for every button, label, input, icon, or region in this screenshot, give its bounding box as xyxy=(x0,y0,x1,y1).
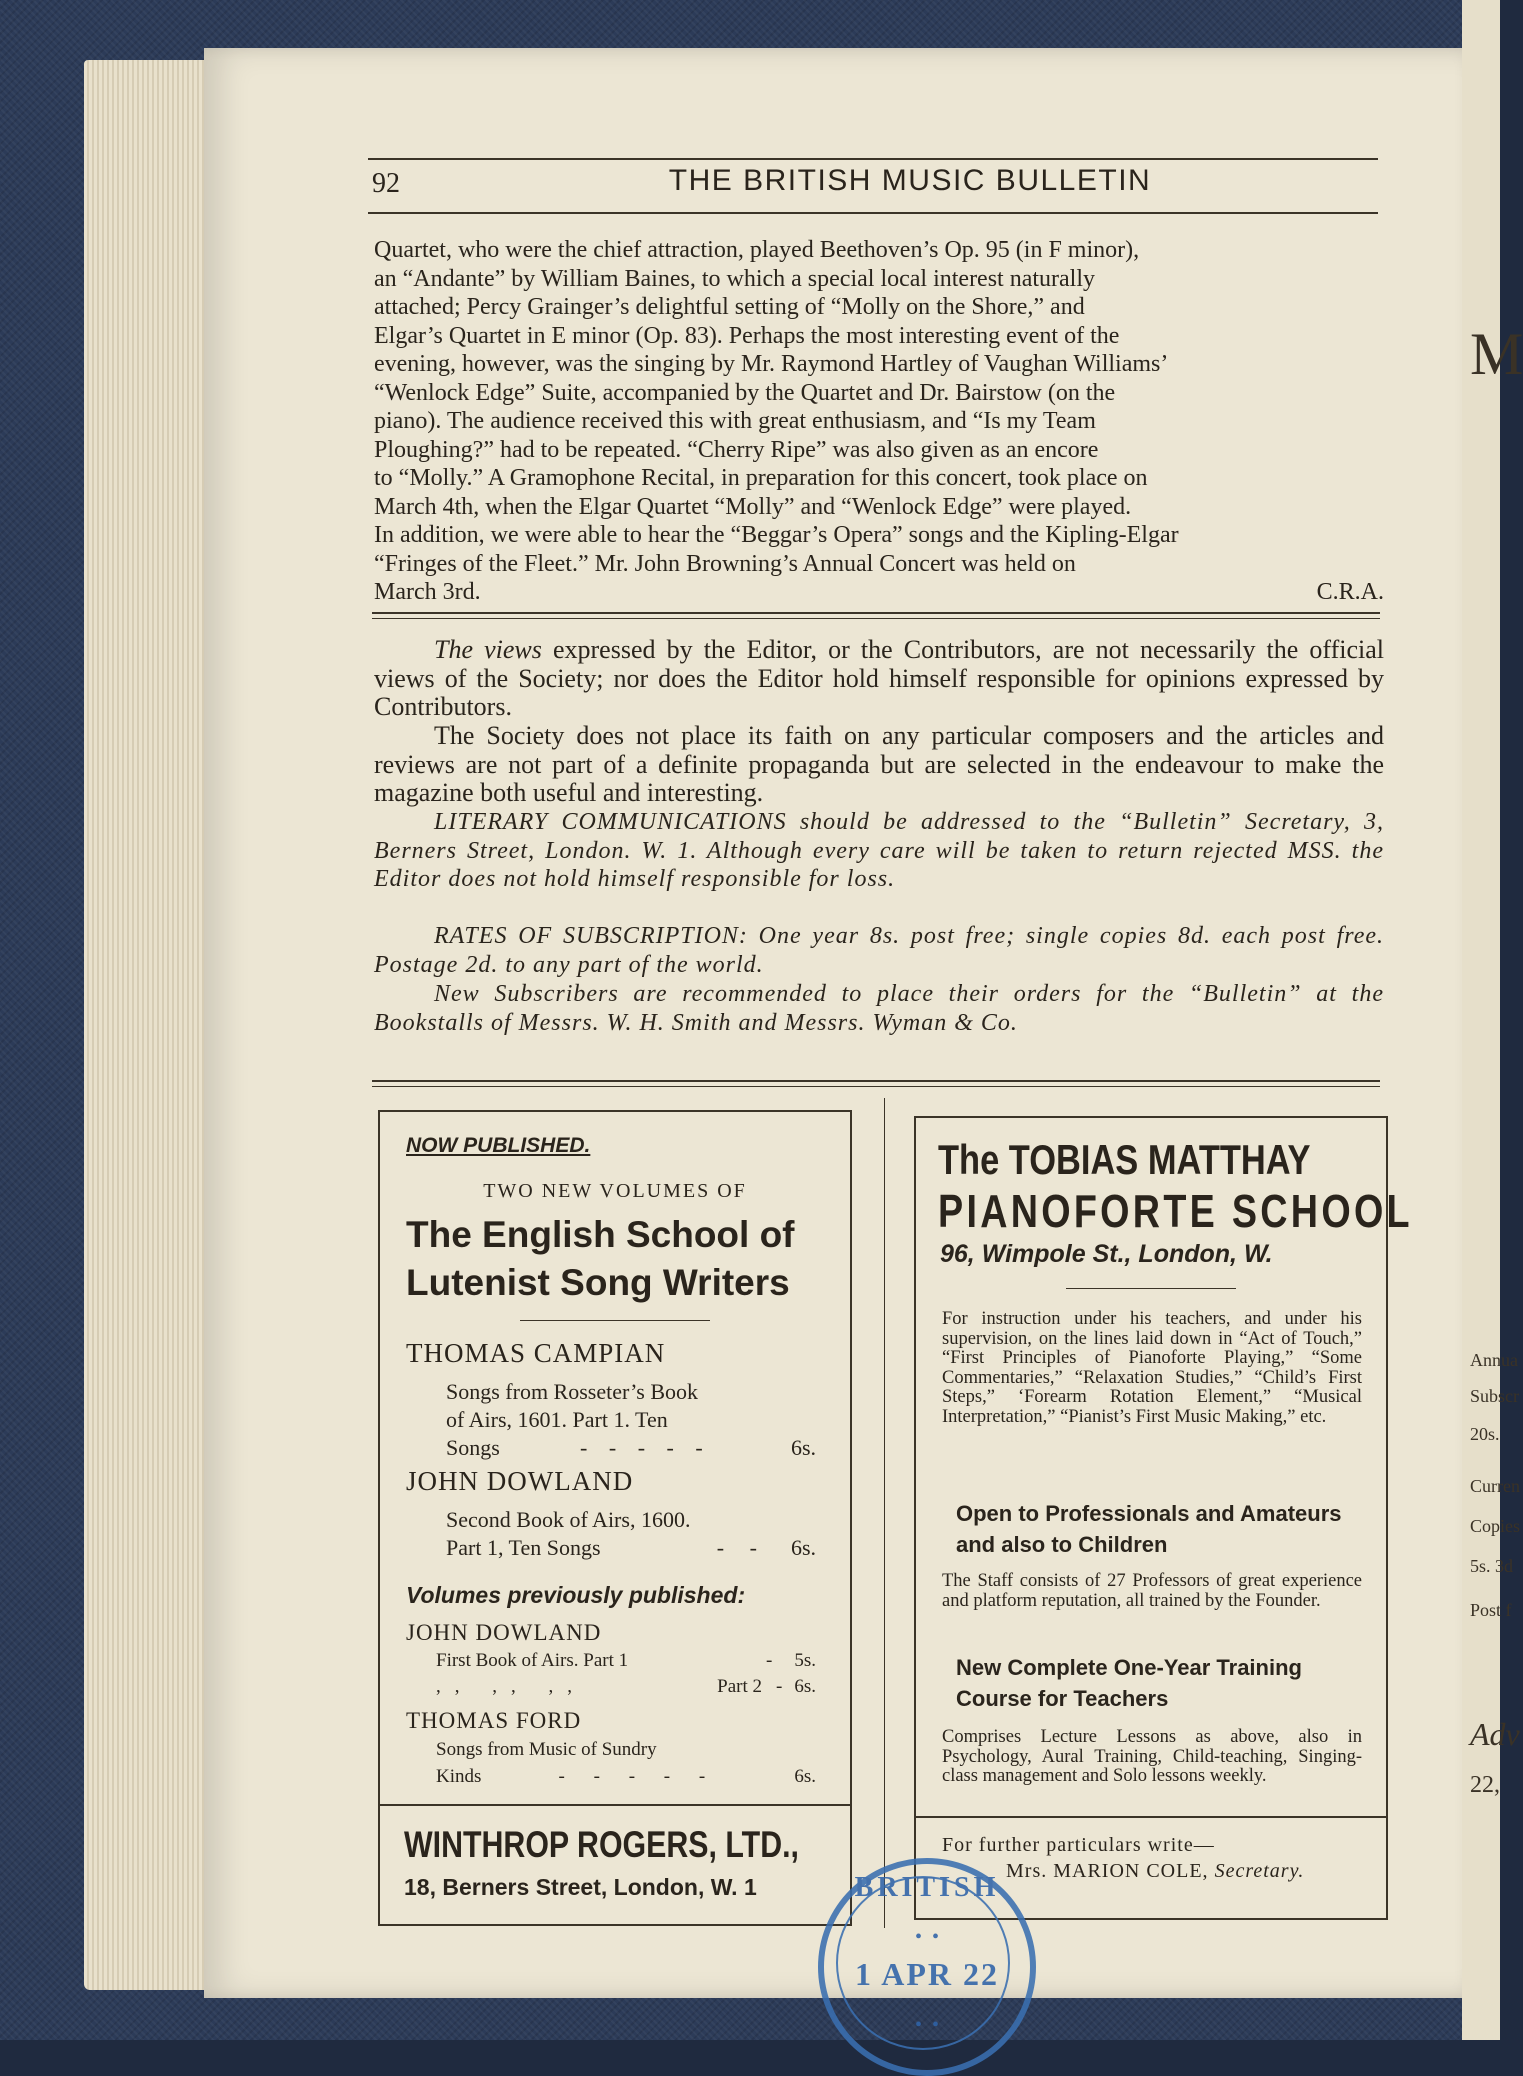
instruction-text: For instruction under his teachers, and under his supervision, on the lines laid down in “Act of Touch,” “First Principles of Pianoforte Playing,” “Some Commentaries,” “Relaxation Studies,” “Child’s First Steps,” ‘Forearm Rotation Element,” “Musical Interpretation,” “Pianist’s First Music Making,” etc. xyxy=(942,1309,1362,1427)
prev-dowland-entry xyxy=(436,1648,816,1700)
campian-entry xyxy=(446,1378,816,1462)
two-new-volumes: TWO NEW VOLUMES OF xyxy=(483,1180,747,1202)
next-page-scrap: Curren xyxy=(1470,1476,1520,1496)
next-page-scrap: Post f xyxy=(1470,1600,1512,1620)
publisher-rule xyxy=(380,1804,850,1806)
publisher-name: WINTHROP ROGERS, LTD., xyxy=(404,1824,799,1865)
previous-volumes-heading: Volumes previously published: xyxy=(406,1582,746,1608)
school-name-2: PIANOFORTE SCHOOL xyxy=(938,1185,1413,1237)
report-line: an “Andante” by William Baines, to which a special local interest naturally xyxy=(374,265,1096,292)
dowland-price-row xyxy=(446,1534,816,1562)
faith-notice: The Society does not place its faith on any particular composers and the articles and reviews are not part of a definite propaganda but are selected in the endeavour to make the magazine both useful and interesting. xyxy=(374,721,1384,807)
campian-price-row xyxy=(446,1434,816,1462)
report-line: “Fringes of the Fleet.” Mr. John Browning’s Annual Concert was held on xyxy=(374,550,1076,577)
now-published: NOW PUBLISHED. xyxy=(406,1134,591,1157)
report-line: piano). The audience received this with great enthusiasm, and “Is my Team xyxy=(374,408,1096,434)
campian-leader: - - - - - xyxy=(580,1435,711,1460)
campian-name: THOMAS CAMPIAN xyxy=(406,1338,666,1368)
prev-dowland-line: Part 2 xyxy=(717,1676,763,1697)
school-rule xyxy=(1066,1288,1236,1289)
school-name-1: The TOBIAS MATTHAY xyxy=(938,1136,1311,1183)
report-line: Elgar’s Quartet in E minor (Op. 83). Perhaps the most interesting event of the xyxy=(374,322,1120,349)
open-heading: Open to Professionals and Amateurs and also to Children xyxy=(956,1501,1342,1557)
school-address: 96, Wimpole St., London, W. xyxy=(940,1240,1273,1268)
section-divider xyxy=(372,612,1380,619)
views-lead: The views xyxy=(434,635,542,664)
staff-text: The Staff consists of 27 Professors of great experience and platform reputation, all trained by the Founder. xyxy=(942,1571,1362,1611)
report-signature: C.R.A. xyxy=(1316,579,1384,605)
title-rule xyxy=(520,1320,710,1321)
prev-dowland-name: JOHN DOWLAND xyxy=(406,1620,602,1645)
ford-entry xyxy=(436,1736,816,1790)
dowland-line: Second Book of Airs, 1600. xyxy=(446,1507,691,1532)
contact-rule xyxy=(916,1816,1386,1818)
stamp-date: 1 APR 22 xyxy=(855,1956,999,1992)
report-line: In addition, we were able to hear the “Beggar’s Opera” songs and the Kipling-Elgar xyxy=(374,522,1179,548)
page-edges xyxy=(84,60,214,1990)
further-particulars: For further particulars write— xyxy=(942,1834,1215,1856)
next-page-scrap: Adv xyxy=(1470,1716,1520,1752)
next-page-scrap: 5s. 3d xyxy=(1470,1556,1514,1576)
campian-line: Songs from Rosseter’s Book xyxy=(446,1379,698,1404)
views-rest: expressed by the Editor, or the Contributors, are not necessarily the official views of the Society; nor does the Editor hold himself responsible for opinions expressed by Contributors. xyxy=(374,635,1385,721)
dowland-price: 6s. xyxy=(790,1535,816,1560)
stamp-dots: • • xyxy=(914,1926,939,1948)
series-title-2: Lutenist Song Writers xyxy=(406,1262,790,1303)
header-rule-top xyxy=(368,158,1378,160)
prev-dowland-leader: - xyxy=(776,1676,783,1697)
report-line: March 4th, when the Elgar Quartet “Molly” and “Wenlock Edge” were played. xyxy=(374,493,1132,520)
running-title: THE BRITISH MUSIC BULLETIN xyxy=(668,164,1152,197)
campian-price: 6s. xyxy=(790,1435,816,1460)
stamp-dots-lower: • • xyxy=(914,2014,939,2036)
next-page-scrap: M xyxy=(1470,321,1523,387)
prev-dowland-price: 5s. xyxy=(794,1650,816,1671)
contact-role: Secretary. xyxy=(1214,1860,1305,1882)
next-page-edge xyxy=(1462,0,1523,2040)
views-notice xyxy=(374,636,1384,722)
ford-name: THOMAS FORD xyxy=(406,1708,582,1733)
ditto-marks: ,, ,, ,, xyxy=(436,1676,586,1697)
report-line: to “Molly.” A Gramophone Recital, in preparation for this concert, took place on xyxy=(374,465,1148,491)
dowland-line: Part 1, Ten Songs xyxy=(446,1535,601,1560)
prev-dowland-price: 6s. xyxy=(794,1676,816,1697)
course-text: Comprises Lecture Lessons as above, also in Psychology, Aural Training, Child-teaching, Singing-class management and Solo lessons weekly. xyxy=(942,1727,1362,1786)
report-line: “Wenlock Edge” Suite, accompanied by the Quartet and Dr. Bairstow (on the xyxy=(374,379,1116,406)
prev-dowland-line: First Book of Airs. Part 1 xyxy=(436,1650,629,1671)
literary-notice: LITERARY COMMUNICATIONS should be addressed to the “Bulletin” Secretary, 3, Berners Street, London. W. 1. Although every care will be taken to return rejected MSS. the Editor does not hold himself responsible for loss. xyxy=(374,809,1384,892)
concert-report xyxy=(374,236,1384,607)
next-page-scrap: 22, xyxy=(1470,1772,1500,1798)
stamp-top-text: BRITISH xyxy=(854,1872,1000,1903)
report-line: attached; Percy Grainger’s delightful setting of “Molly on the Shore,” and xyxy=(374,294,1085,320)
ford-leader: - - - - - xyxy=(558,1766,718,1787)
ford-price: 6s. xyxy=(794,1766,816,1787)
matthay-school-ad xyxy=(914,1116,1413,1920)
next-page-scrap: Copies xyxy=(1470,1516,1521,1536)
ads-column-rule xyxy=(884,1098,885,1928)
course-heading: New Complete One-Year Training Course for Teachers xyxy=(956,1655,1302,1711)
campian-line: of Airs, 1601. Part 1. Ten xyxy=(446,1407,668,1432)
series-title-1: The English School of xyxy=(406,1214,795,1255)
subscribers-notice: New Subscribers are recommended to place their orders for the “Bulletin” at the Bookstalls of Messrs. W. H. Smith and Messrs. Wyman & Co. xyxy=(374,981,1384,1036)
publisher-address: 18, Berners Street, London, W. 1 xyxy=(404,1874,757,1900)
campian-line: Songs xyxy=(446,1435,500,1460)
report-line: March 3rd. xyxy=(374,579,481,605)
contact-line xyxy=(1006,1860,1304,1883)
dowland-entry xyxy=(446,1506,816,1562)
header-rule-bottom xyxy=(368,212,1378,214)
ford-line: Songs from Music of Sundry xyxy=(436,1739,657,1760)
rates-notice: RATES OF SUBSCRIPTION: One year 8s. post free; single copies 8d. each post free. Postage 2d. to any part of the world. xyxy=(374,923,1384,978)
report-line: Quartet, who were the chief attraction, played Beethoven’s Op. 95 (in F minor), xyxy=(374,237,1140,263)
ford-line: Kinds xyxy=(436,1766,482,1787)
prev-dowland-row-1 xyxy=(436,1648,816,1674)
next-page-scrap: 20s. xyxy=(1470,1424,1500,1444)
prev-dowland-leader: - xyxy=(766,1650,773,1671)
contact-name: Mrs. MARION COLE, xyxy=(1006,1860,1209,1882)
next-page-scrap: Subscr xyxy=(1470,1386,1519,1406)
page-number: 92 xyxy=(372,168,400,199)
next-page-scrap: Annua xyxy=(1470,1350,1518,1370)
prev-dowland-row-2 xyxy=(436,1674,816,1700)
winthrop-rogers-ad xyxy=(378,1110,852,1926)
ads-divider xyxy=(372,1080,1380,1087)
ford-price-row xyxy=(436,1763,816,1790)
dowland-name: JOHN DOWLAND xyxy=(406,1466,634,1496)
dowland-leader: - - xyxy=(716,1535,767,1560)
report-line: Ploughing?” had to be repeated. “Cherry Ripe” was also given as an encore xyxy=(374,436,1099,463)
report-line: evening, however, was the singing by Mr. Raymond Hartley of Vaughan Williams’ xyxy=(374,351,1169,377)
library-stamp xyxy=(818,1858,1036,2076)
